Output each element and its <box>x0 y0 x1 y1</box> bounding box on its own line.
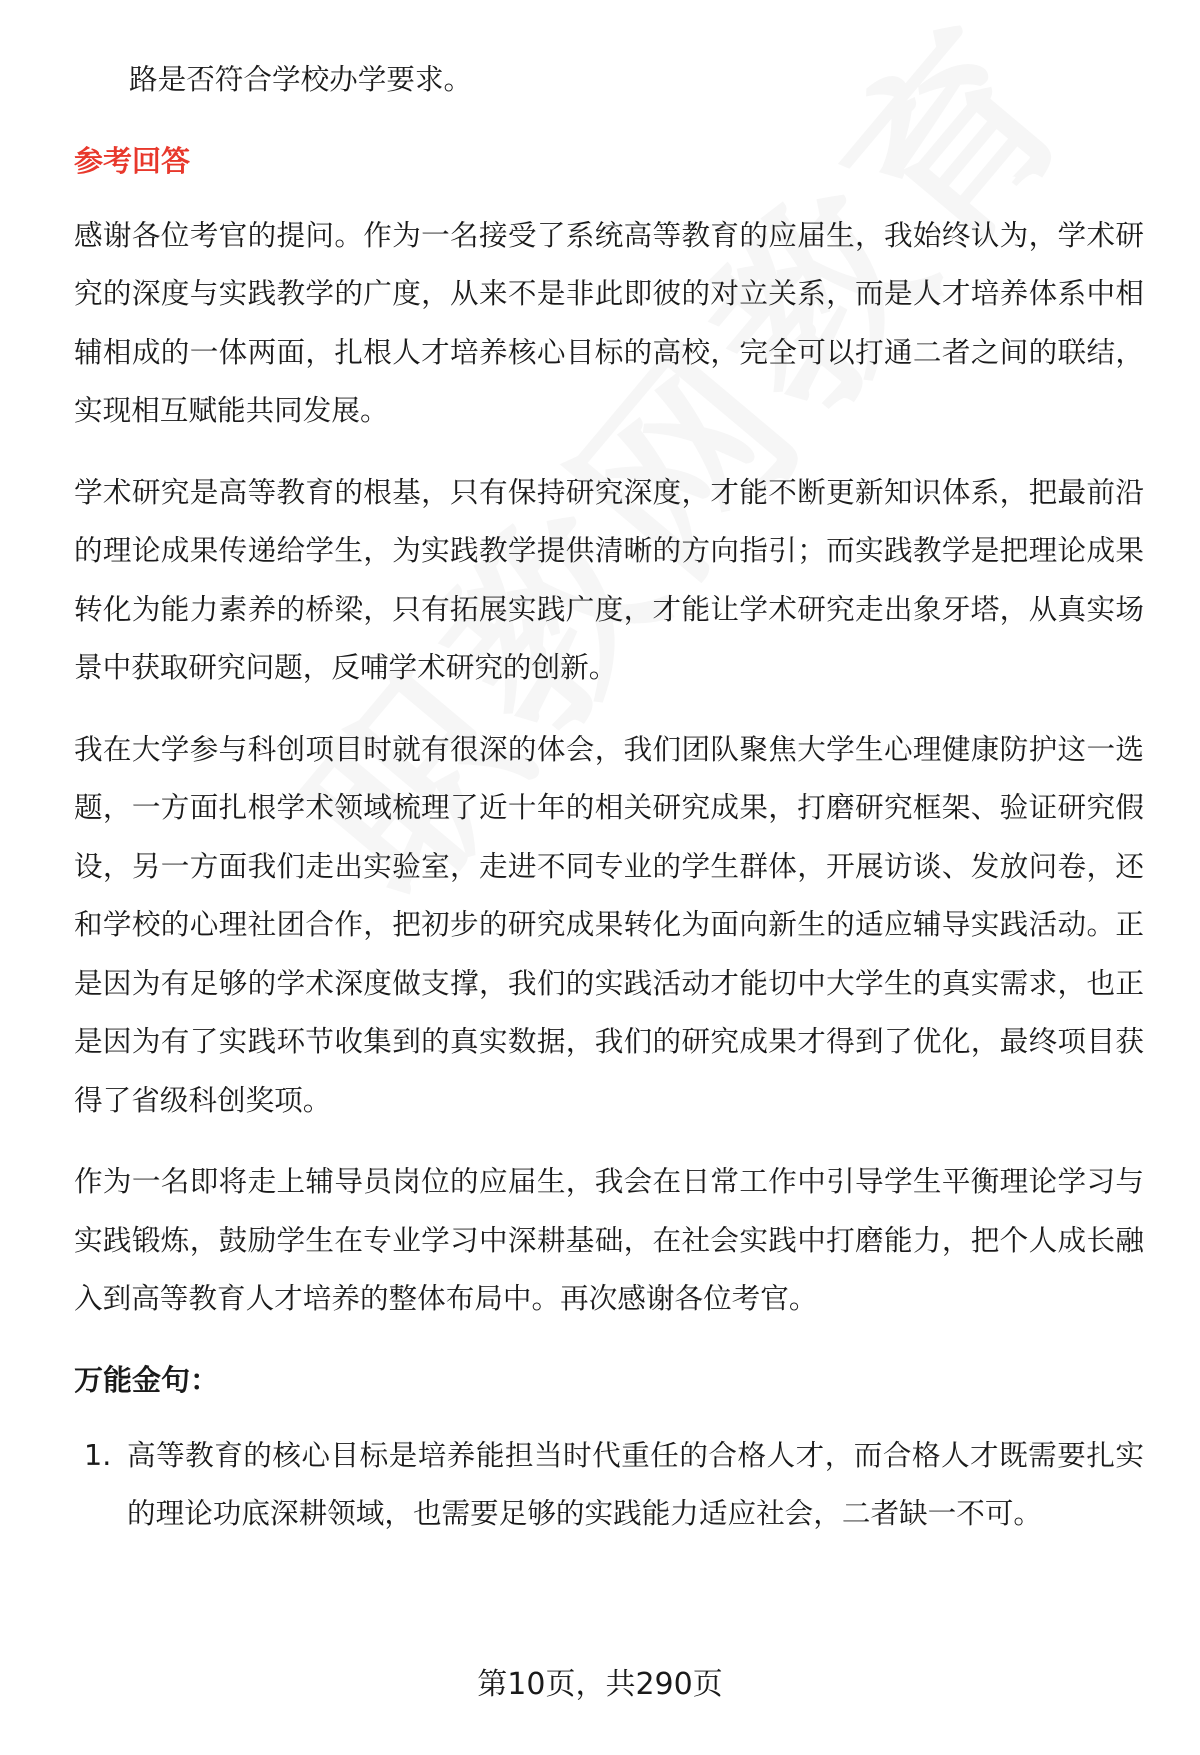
golden-sentences-heading: 万能金句： <box>74 1362 220 1397</box>
golden-sentences-list <box>74 1426 1144 1543</box>
answer-paragraph: 我在大学参与科创项目时就有很深的体会，我们团队聚焦大学生心理健康防护这一选题，一方面扎根学术领域梳理了近十年的相关研究成果，打磨研究框架、验证研究假设，另一方面我们走出实验室，走进不同专业的学生群体，开展访谈、发放问卷，还和学校的心理社团合作，把初步的研究成果转化为面向新生的适应辅导实践活动。正是因为有足够的学术深度做支撑，我们的实践活动才能切中大学生的真实需求，也正是因为有了实践环节收集到的真实数据，我们的研究成果才得到了优化，最终项目获得了省级科创奖项。 <box>74 731 1144 1117</box>
intro-tail-text: 路是否符合学校办学要求。 <box>129 62 473 96</box>
list-item <box>74 1426 1144 1543</box>
answer-paragraph: 感谢各位考官的提问。作为一名接受了系统高等教育的应届生，我始终认为，学术研究的深度与实践教学的广度，从来不是非此即彼的对立关系，而是人才培养体系中相辅相成的一体两面，扎根人才培养核心目标的高校，完全可以打通二者之间的联结，实现相互赋能共同发展。 <box>74 217 1144 427</box>
list-item-number: 1. <box>84 1437 112 1472</box>
document-body <box>74 50 1144 1543</box>
list-item-text: 高等教育的核心目标是培养能担当时代重任的合格人才，而合格人才既需要扎实的理论功底深耕领域，也需要足够的实践能力适应社会，二者缺一不可。 <box>127 1437 1144 1530</box>
answer-paragraph: 作为一名即将走上辅导员岗位的应届生，我会在日常工作中引导学生平衡理论学习与实践锻炼，鼓励学生在专业学习中深耕基础，在社会实践中打磨能力，把个人成长融入到高等教育人才培养的整体布局中。再次感谢各位考官。 <box>74 1164 1144 1315</box>
answer-heading: 参考回答 <box>74 143 191 178</box>
answer-paragraph: 学术研究是高等教育的根基，只有保持研究深度，才能不断更新知识体系，把最前沿的理论成果传递给学生，为实践教学提供清晰的方向指引；而实践教学是把理论成果转化为能力素养的桥梁，只有拓展实践广度，才能让学术研究走出象牙塔，从真实场景中获取研究问题，反哺学术研究的创新。 <box>74 474 1144 684</box>
page-footer: 第10页，共290页 <box>477 1667 723 1702</box>
